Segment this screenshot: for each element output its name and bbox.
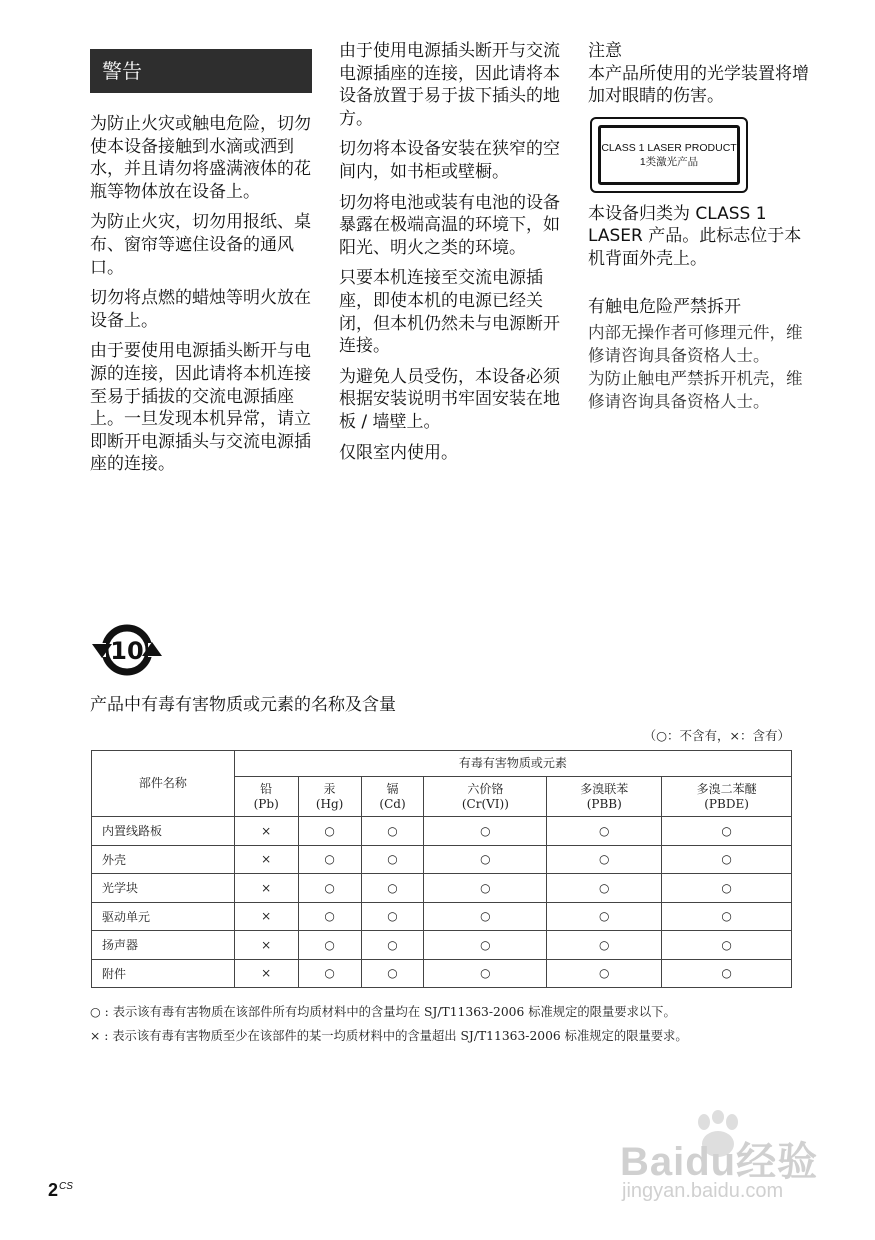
mark-cell: ○: [361, 959, 424, 988]
installation-paragraph: 为避免人员受伤，本设备必须根据安装说明书牢固安装在地板 / 墙壁上。: [339, 366, 560, 432]
table-row: [92, 931, 792, 960]
substance-header: 铅 (Pb): [234, 777, 298, 817]
warning-column: [90, 40, 312, 484]
warning-paragraph: 切勿将点燃的蜡烛等明火放在设备上。: [90, 288, 311, 331]
table-row: [92, 874, 792, 903]
laser-label: [598, 125, 740, 185]
mark-cell: ○: [547, 959, 662, 988]
epup-recycle-icon: [90, 617, 164, 683]
mark-cell: ○: [547, 874, 662, 903]
mark-cell: ○: [424, 902, 547, 931]
caution-column: [588, 40, 813, 413]
part-name: 附件: [92, 959, 235, 988]
mark-cell: ×: [234, 817, 298, 846]
substance-header: 多溴二苯醚 (PBDE): [662, 777, 792, 817]
mark-cell: ×: [234, 931, 298, 960]
mark-cell: ○: [662, 845, 792, 874]
substance-table-title: 产品中有毒有害物质或元素的名称及含量: [90, 695, 396, 715]
laser-class-text: 本设备归类为 CLASS 1 LASER 产品。此标志位于本机背面外壳上。: [588, 203, 802, 269]
mark-cell: ○: [424, 817, 547, 846]
table-row: [92, 902, 792, 931]
mark-cell: ○: [424, 959, 547, 988]
mark-cell: ○: [662, 817, 792, 846]
substance-legend: （○：不含有，×：含有）: [643, 728, 790, 743]
substance-header: 镉 (Cd): [361, 777, 424, 817]
caution-text: 本产品所使用的光学装置将增加对眼睛的伤害。: [588, 63, 809, 107]
mark-cell: ○: [361, 874, 424, 903]
baidu-watermark: [620, 1110, 830, 1210]
installation-paragraph: 只要本机连接至交流电源插座，即使本机的电源已经关闭，但本机仍然未与电源断开连接。: [339, 268, 560, 357]
mark-cell: ○: [361, 931, 424, 960]
watermark-brand: Baidu经验: [620, 1140, 819, 1184]
mark-cell: ○: [662, 874, 792, 903]
mark-cell: ×: [234, 845, 298, 874]
part-name: 外壳: [92, 845, 235, 874]
table-row: [92, 817, 792, 846]
mark-cell: ○: [662, 931, 792, 960]
warning-paragraph: 为防止火灾，切勿用报纸、桌布、窗帘等遮住设备的通风口。: [90, 212, 311, 278]
mark-cell: ○: [298, 817, 361, 846]
part-name: 光学块: [92, 874, 235, 903]
installation-column: [339, 40, 561, 472]
mark-cell: ×: [234, 902, 298, 931]
mark-cell: ○: [424, 874, 547, 903]
installation-paragraph: 切勿将电池或装有电池的设备暴露在极端高温的环境下，如阳光、明火之类的环境。: [339, 192, 560, 258]
part-name-header: 部件名称: [92, 751, 235, 817]
watermark-url: jingyan.baidu.com: [622, 1180, 784, 1202]
mark-cell: ○: [547, 931, 662, 960]
mark-cell: ○: [298, 959, 361, 988]
mark-cell: ○: [424, 845, 547, 874]
mark-cell: ○: [547, 902, 662, 931]
table-row: [92, 845, 792, 874]
part-name: 驱动单元: [92, 902, 235, 931]
mark-cell: ○: [547, 845, 662, 874]
part-name: 扬声器: [92, 931, 235, 960]
installation-paragraph: 切勿将本设备安装在狭窄的空间内，如书柜或壁橱。: [339, 139, 560, 182]
laser-label-line1: CLASS 1 LASER PRODUCT: [601, 141, 737, 154]
part-name: 内置线路板: [92, 817, 235, 846]
substance-group-header: 有毒有害物质或元素: [234, 751, 791, 777]
installation-paragraph: 由于使用电源插头断开与交流电源插座的连接，因此请将本设备放置于易于拔下插头的地方。: [339, 41, 560, 129]
epup-years: 10: [110, 637, 144, 665]
note-not-contained: ○ : 表示该有毒有害物质在该部件所有均质材料中的含量均在 SJ/T11363-2006 标准规定的限量要求以下。: [90, 1005, 676, 1019]
table-row: [92, 959, 792, 988]
mark-cell: ○: [361, 817, 424, 846]
substance-table: [91, 750, 792, 988]
shock-warning-line: 为防止触电严禁拆开机壳，维修请咨询具备资格人士。: [588, 368, 803, 411]
table-notes: [90, 1000, 688, 1048]
shock-warning-title: 有触电危险严禁拆开: [588, 296, 741, 317]
substance-header: 六价铬 (Cr(VI)): [424, 777, 547, 817]
mark-cell: ○: [361, 902, 424, 931]
laser-label-line2: 1类激光产品: [639, 155, 699, 168]
substance-header: 多溴联苯 (PBB): [547, 777, 662, 817]
mark-cell: ○: [662, 902, 792, 931]
shock-warning-line: 内部无操作者可修理元件，维修请咨询具备资格人士。: [588, 322, 803, 365]
mark-cell: ○: [298, 902, 361, 931]
mark-cell: ○: [361, 845, 424, 874]
table-header-row: [92, 751, 792, 777]
warning-paragraph: 由于要使用电源插头断开与电源的连接，因此请将本机连接至易于插拔的交流电源插座上。一旦发现本机异常，请立即断开电源插头与交流电源插座的连接。: [90, 341, 311, 475]
warning-heading: 警告: [90, 49, 312, 93]
caution-title: 注意: [588, 41, 622, 61]
mark-cell: ○: [424, 931, 547, 960]
substance-header: 汞 (Hg): [298, 777, 361, 817]
mark-cell: ○: [662, 959, 792, 988]
mark-cell: ○: [298, 845, 361, 874]
mark-cell: ○: [547, 817, 662, 846]
mark-cell: ×: [234, 874, 298, 903]
page-number-suffix: CS: [59, 1181, 73, 1192]
installation-paragraph: 仅限室内使用。: [339, 442, 458, 463]
page-number-value: 2: [48, 1180, 59, 1200]
mark-cell: ○: [298, 874, 361, 903]
page-number: [48, 1180, 73, 1201]
mark-cell: ○: [298, 931, 361, 960]
mark-cell: ×: [234, 959, 298, 988]
note-contained: × : 表示该有毒有害物质至少在该部件的某一均质材料中的含量超出 SJ/T11363-2006 标准规定的限量要求。: [90, 1029, 688, 1043]
laser-label-icon: [590, 117, 748, 193]
warning-paragraph: 为防止火灾或触电危险，切勿使本设备接触到水滴或洒到水，并且请勿将盛满液体的花瓶等物体放在设备上。: [90, 114, 311, 202]
